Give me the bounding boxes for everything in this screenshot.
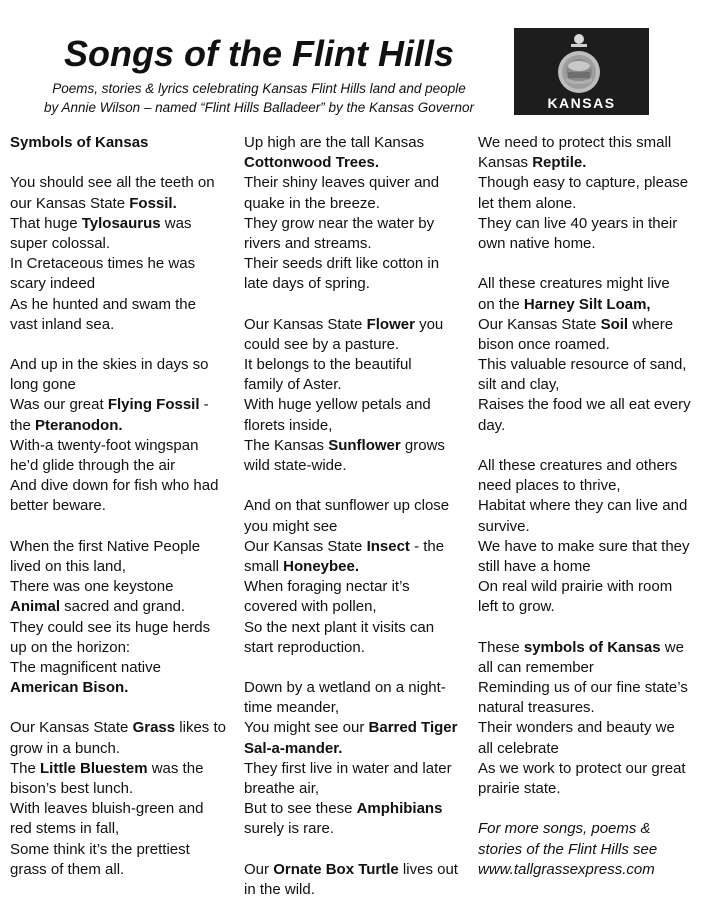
line-text: survive. xyxy=(478,517,530,535)
poem-line xyxy=(244,194,474,214)
italic-text: stories of the Flint Hills see xyxy=(478,840,658,858)
page-header xyxy=(0,0,710,130)
bold-text: American Bison. xyxy=(10,679,129,697)
bold-text: Tylosaurus xyxy=(81,214,161,232)
poem-line xyxy=(478,416,708,436)
stanza-break xyxy=(244,658,474,678)
poem-line xyxy=(10,173,240,193)
poem-line xyxy=(478,194,708,214)
poem-line xyxy=(478,819,708,839)
bold-text: Cottonwood Trees. xyxy=(244,154,379,172)
line-text: There was one keystone xyxy=(10,578,174,596)
line-text: Their shiny leaves quiver and xyxy=(244,174,440,192)
line-text: still have a home xyxy=(478,557,591,575)
line-text: long gone xyxy=(10,376,76,394)
bold-text: Fossil. xyxy=(129,194,177,212)
line-text: late days of spring. xyxy=(244,275,370,293)
line-text: Up high are the tall Kansas xyxy=(244,134,425,151)
line-text: Though easy to capture, please xyxy=(478,174,689,192)
line-text: up on the horizon: xyxy=(10,638,131,656)
poem-line xyxy=(478,779,708,799)
stanza-break xyxy=(10,698,240,718)
stanza-break xyxy=(478,436,708,456)
poem-line xyxy=(10,557,240,577)
poem-line xyxy=(244,537,474,557)
bold-text: Little Bluestem xyxy=(40,759,148,777)
line-text: the xyxy=(10,416,36,434)
poem-line xyxy=(10,678,240,698)
poem-line xyxy=(10,194,240,214)
poem-line xyxy=(10,436,240,456)
line-text: where xyxy=(628,315,674,333)
line-text: grow in a bunch. xyxy=(10,739,121,757)
stanza-break xyxy=(10,153,240,173)
bold-text: symbols of Kansas xyxy=(523,638,661,656)
poem-line xyxy=(10,799,240,819)
line-text: on the xyxy=(478,295,524,313)
poem-line xyxy=(244,315,474,335)
poem-column-1 xyxy=(10,133,240,880)
line-text: The xyxy=(10,759,41,777)
line-text: This valuable resource of sand, xyxy=(478,356,687,374)
poem-line xyxy=(10,860,240,880)
line-text: That huge xyxy=(10,214,82,232)
line-text: Our Kansas State xyxy=(244,537,367,555)
stanza-break xyxy=(478,254,708,274)
line-text: lived on this land, xyxy=(10,557,126,575)
poem-line xyxy=(244,517,474,537)
line-text: small xyxy=(244,557,284,575)
line-text: Some think it’s the prettiest xyxy=(10,840,190,858)
poem-line xyxy=(10,779,240,799)
line-text: own native home. xyxy=(478,234,596,252)
poem-line xyxy=(10,819,240,839)
line-text: all celebrate xyxy=(478,739,559,757)
line-text: left to grow. xyxy=(478,598,555,616)
poem-line xyxy=(10,234,240,254)
poem-line xyxy=(244,860,474,880)
poem-line xyxy=(10,537,240,557)
line-text: They could see its huge herds xyxy=(10,618,211,636)
line-text: Our Kansas State xyxy=(244,315,367,333)
poem-line xyxy=(478,557,708,577)
italic-text: www.tallgrassexpress.com xyxy=(478,860,655,878)
line-text: You might see our xyxy=(244,719,369,737)
poem-line xyxy=(10,133,240,153)
poem-line xyxy=(10,355,240,375)
poem-line xyxy=(10,496,240,516)
line-text: Raises the food we all eat every xyxy=(478,396,691,414)
line-text: surely is rare. xyxy=(244,820,335,838)
line-text: They grow near the water by xyxy=(244,214,435,232)
poem-line xyxy=(244,355,474,375)
line-text: Kansas xyxy=(478,154,533,172)
poem-line xyxy=(244,577,474,597)
kansas-badge xyxy=(514,28,649,115)
line-text: was the xyxy=(147,759,204,777)
poem-line xyxy=(478,537,708,557)
poem-line xyxy=(10,375,240,395)
poem-line xyxy=(478,173,708,193)
line-text: Our Kansas State xyxy=(478,315,601,333)
poem-line xyxy=(478,395,708,415)
line-text: As he hunted and swam the xyxy=(10,295,196,313)
line-text: red stems in fall, xyxy=(10,820,120,838)
line-text: Our Kansas State xyxy=(10,719,133,737)
poem-line xyxy=(244,416,474,436)
line-text: all can remember xyxy=(478,658,594,676)
line-text: prairie state. xyxy=(478,780,561,797)
poem-line xyxy=(478,678,708,698)
poem-line xyxy=(244,254,474,274)
line-text: silt and clay, xyxy=(478,376,560,394)
bold-text: Animal xyxy=(10,598,61,616)
line-text: But to see these xyxy=(244,800,357,818)
line-text: We need to protect this small xyxy=(478,134,672,151)
poem-line xyxy=(244,739,474,759)
bold-text: Sunflower xyxy=(328,436,401,454)
bold-text: Flying Fossil xyxy=(107,396,200,414)
subtitle-line-1: Poems, stories & lyrics celebrating Kansas Flint Hills land and people xyxy=(52,81,466,96)
poem-line xyxy=(478,234,708,254)
poem-line xyxy=(478,577,708,597)
poem-line xyxy=(478,840,708,860)
italic-text: For more songs, poems & xyxy=(478,820,651,838)
line-text: super colossal. xyxy=(10,234,111,252)
line-text: he’d glide through the air xyxy=(10,457,176,474)
line-text: So the next plant it visits can xyxy=(244,618,435,636)
poem-line xyxy=(10,214,240,234)
poem-line xyxy=(244,496,474,516)
line-text: When foraging nectar it’s xyxy=(244,578,410,596)
line-text: You should see all the teeth on xyxy=(10,174,215,192)
line-text: With-a twenty-foot wingspan xyxy=(10,436,199,454)
poem-line xyxy=(244,335,474,355)
poem-line xyxy=(244,597,474,617)
line-text: It belongs to the beautiful xyxy=(244,356,412,374)
stanza-break xyxy=(244,840,474,860)
poem-line xyxy=(478,315,708,335)
poem-line xyxy=(244,638,474,658)
bold-text: Soil xyxy=(600,315,629,333)
poem-line xyxy=(10,577,240,597)
line-text: was xyxy=(160,214,192,232)
line-text: covered with pollen, xyxy=(244,598,377,616)
poem-line xyxy=(478,335,708,355)
poem-line xyxy=(10,295,240,315)
line-text: They can live 40 years in their xyxy=(478,214,678,232)
line-text: The magnificent native xyxy=(10,658,161,676)
line-text: Down by a wetland on a night- xyxy=(244,679,446,697)
line-text: need places to thrive, xyxy=(478,477,621,495)
line-text: And dive down for fish who had xyxy=(10,477,219,495)
poem-line xyxy=(10,416,240,436)
poem-line xyxy=(478,860,708,880)
stanza-break xyxy=(478,799,708,819)
line-text: All these creatures and others xyxy=(478,457,678,474)
poem-line xyxy=(10,315,240,335)
poem-line xyxy=(478,597,708,617)
poem-line xyxy=(244,274,474,294)
stanza-break xyxy=(10,335,240,355)
poem-line xyxy=(478,476,708,496)
poem-line xyxy=(478,153,708,173)
poem-line xyxy=(10,476,240,496)
line-text: And up in the skies in days so xyxy=(10,356,209,374)
poem-line xyxy=(244,718,474,738)
line-text: in the wild. xyxy=(244,880,315,898)
line-text: - xyxy=(199,396,209,414)
poem-line xyxy=(244,456,474,476)
poem-line xyxy=(478,496,708,516)
line-text: rivers and streams. xyxy=(244,234,372,252)
line-text: breathe air, xyxy=(244,780,320,797)
poem-line xyxy=(10,597,240,617)
line-text: could see by a pasture. xyxy=(244,335,400,353)
line-text: grass of them all. xyxy=(10,860,125,878)
line-text: scary indeed xyxy=(10,275,96,293)
poem-line xyxy=(244,153,474,173)
line-text: likes to xyxy=(175,719,226,737)
bold-text: Insect xyxy=(366,537,410,555)
page-title: Songs of the Flint Hills xyxy=(64,33,454,74)
poem-line xyxy=(244,214,474,234)
poem-line xyxy=(244,234,474,254)
line-text: you might see xyxy=(244,517,338,535)
poem-line xyxy=(244,173,474,193)
poem-line xyxy=(478,739,708,759)
poem-line xyxy=(244,395,474,415)
line-text: - the xyxy=(409,537,445,555)
poem-line xyxy=(10,456,240,476)
poem-line xyxy=(478,355,708,375)
line-text: quake in the breeze. xyxy=(244,194,380,212)
bold-text: Reptile. xyxy=(532,154,587,172)
poem-line xyxy=(244,759,474,779)
stanza-break xyxy=(10,517,240,537)
poem-line xyxy=(10,718,240,738)
line-text: let them alone. xyxy=(478,194,577,212)
poem-line xyxy=(10,840,240,860)
line-text: Their wonders and beauty we xyxy=(478,719,675,737)
poem-line xyxy=(10,739,240,759)
bold-text: Amphibians xyxy=(356,800,443,818)
line-text: With huge yellow petals and xyxy=(244,396,431,414)
line-text: better beware. xyxy=(10,497,106,515)
poem-line xyxy=(478,456,708,476)
line-text: you xyxy=(414,315,444,333)
line-text: These xyxy=(478,638,524,656)
line-text: time meander, xyxy=(244,699,340,717)
poem-line xyxy=(244,133,474,153)
line-text: lives out xyxy=(398,860,458,878)
line-text: As we work to protect our great xyxy=(478,759,686,777)
poem-line xyxy=(478,274,708,294)
bold-text: Flower xyxy=(366,315,415,333)
line-text: we xyxy=(660,638,684,656)
poem-line xyxy=(478,214,708,234)
poem-line xyxy=(244,698,474,718)
bold-text: Ornate Box Turtle xyxy=(273,860,399,878)
poem-line xyxy=(478,295,708,315)
poem-line xyxy=(244,799,474,819)
stanza-break xyxy=(244,295,474,315)
line-text: With leaves bluish-green and xyxy=(10,800,204,818)
line-text: bison once roamed. xyxy=(478,335,610,353)
poem-line xyxy=(244,436,474,456)
poem-line xyxy=(478,698,708,718)
poem-line xyxy=(478,133,708,153)
poem-line xyxy=(10,618,240,638)
poem-line xyxy=(478,638,708,658)
line-text: We have to make sure that they xyxy=(478,537,690,555)
line-text: grows xyxy=(400,436,445,454)
bold-text: Grass xyxy=(132,719,176,737)
line-text: start reproduction. xyxy=(244,638,365,656)
poem-line xyxy=(244,779,474,799)
line-text: family of Aster. xyxy=(244,376,342,394)
poem-column-2 xyxy=(244,133,474,900)
poem-line xyxy=(244,618,474,638)
poem-line xyxy=(244,557,474,577)
bold-text: Symbols of Kansas xyxy=(10,134,149,151)
poem-column-3 xyxy=(478,133,708,880)
line-text: Our xyxy=(244,860,274,878)
stanza-break xyxy=(478,618,708,638)
poem-line xyxy=(10,759,240,779)
bold-text: Sal-a-mander. xyxy=(244,739,343,757)
poem-line xyxy=(10,274,240,294)
line-text: bison’s best lunch. xyxy=(10,780,134,797)
poem-line xyxy=(244,375,474,395)
line-text: The Kansas xyxy=(244,436,329,454)
poem-line xyxy=(10,395,240,415)
poem-line xyxy=(478,517,708,537)
poem-line xyxy=(478,375,708,395)
stanza-break xyxy=(244,476,474,496)
line-text: And on that sunflower up close xyxy=(244,497,450,515)
line-text: Their seeds drift like cotton in xyxy=(244,255,440,273)
line-text: They first live in water and later xyxy=(244,759,452,777)
bold-text: Pteranodon. xyxy=(35,416,123,434)
line-text: wild state-wide. xyxy=(244,457,347,474)
poem-line xyxy=(244,880,474,900)
poem-line xyxy=(244,678,474,698)
line-text: Reminding us of our fine state’s xyxy=(478,679,688,697)
poem-line xyxy=(478,759,708,779)
line-text: our Kansas State xyxy=(10,194,130,212)
poem-line xyxy=(10,658,240,678)
line-text: On real wild prairie with room xyxy=(478,578,673,596)
bold-text: Harney Silt Loam, xyxy=(523,295,651,313)
poem-line xyxy=(478,718,708,738)
line-text: Habitat where they can live and xyxy=(478,497,688,515)
line-text: In Cretaceous times he was xyxy=(10,255,196,273)
line-text: vast inland sea. xyxy=(10,315,115,333)
line-text: natural treasures. xyxy=(478,699,595,717)
subtitle-line-2: by Annie Wilson – named “Flint Hills Balladeer” by the Kansas Governor xyxy=(43,100,475,115)
line-text: florets inside, xyxy=(244,416,333,434)
line-text: All these creatures might live xyxy=(478,275,670,293)
line-text: sacred and grand. xyxy=(60,598,186,616)
line-text: When the first Native People xyxy=(10,537,201,555)
bold-text: Barred Tiger xyxy=(368,719,458,737)
poem-line xyxy=(478,658,708,678)
badge-label: KANSAS xyxy=(547,95,616,111)
poem-line xyxy=(10,638,240,658)
poem-line xyxy=(10,254,240,274)
poem-line xyxy=(244,819,474,839)
line-text: Was our great xyxy=(10,396,108,414)
bold-text: Honeybee. xyxy=(283,557,360,575)
line-text: day. xyxy=(478,416,506,434)
